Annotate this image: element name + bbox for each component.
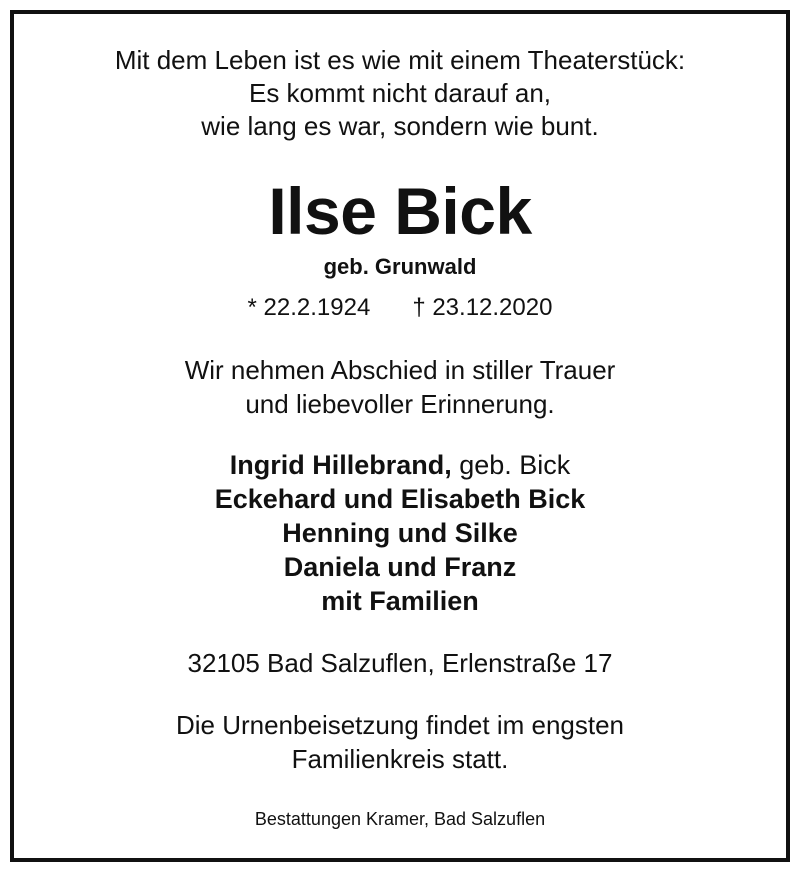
life-dates [0, 296, 800, 320]
mourner-line-5: mit Familien [321, 586, 479, 616]
birth-date: * 22.2.1924 [247, 294, 371, 321]
mourner-line-4: Daniela und Franz [283, 552, 517, 582]
quote-line-1: Mit dem Leben ist es wie mit einem Theaterstück: [114, 45, 686, 75]
burial-note-line-1: Die Urnenbeisetzung findet im engsten [175, 710, 625, 740]
funeral-home: Bestattungen Kramer, Bad Salzuflen [254, 809, 546, 829]
deceased-name: Ilse Bick [268, 174, 532, 248]
mourner-maiden: geb. Bick [451, 450, 571, 480]
address: 32105 Bad Salzuflen, Erlenstraße 17 [187, 648, 613, 678]
quote-line-3: wie lang es war, sondern wie bunt. [201, 111, 599, 141]
farewell-line-2: und liebevoller Erinnerung. [245, 389, 555, 419]
death-date: † 23.12.2020 [412, 294, 553, 321]
mourner-name: Ingrid Hillebrand, [229, 450, 452, 480]
farewell-line-1: Wir nehmen Abschied in stiller Trauer [184, 355, 616, 385]
quote-line-2: Es kommt nicht darauf an, [248, 78, 552, 108]
mourner-line-2: Eckehard und Elisabeth Bick [214, 484, 586, 514]
maiden-name: geb. Grunwald [323, 254, 477, 279]
mourner-line-3: Henning und Silke [282, 518, 518, 548]
mourner-line-1 [0, 452, 800, 479]
burial-note-line-2: Familienkreis statt. [291, 744, 509, 774]
